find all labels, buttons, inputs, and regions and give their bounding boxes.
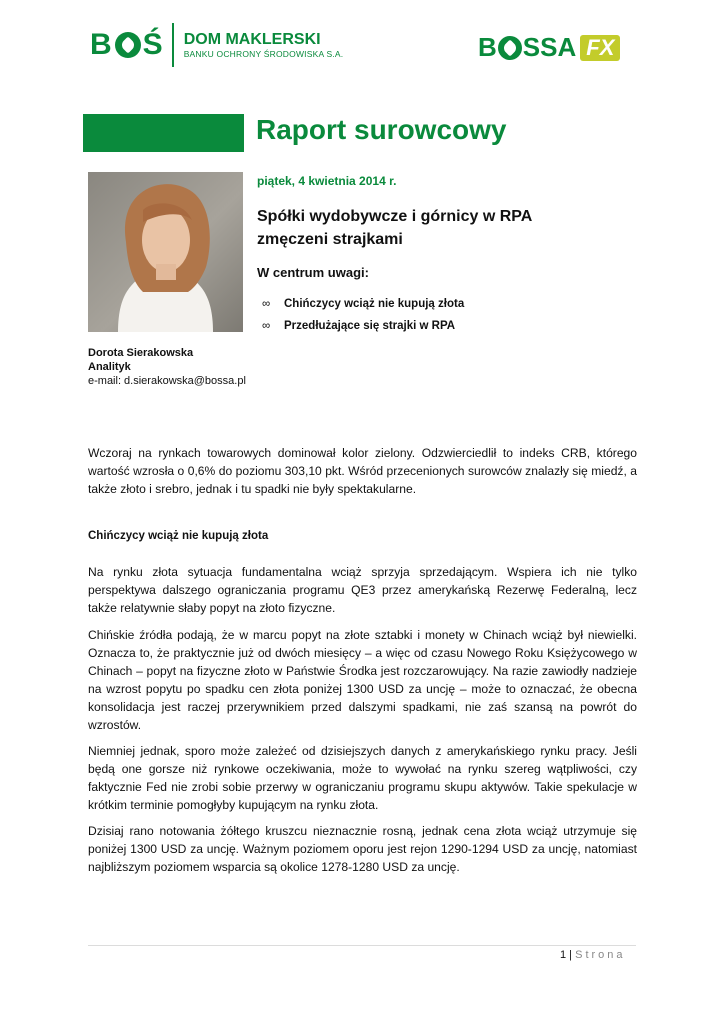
- paragraph-intro: Wczoraj na rynkach towarowych dominował kolor zielony. Odzwierciedlił to indeks CRB, którego wartość wzrosła o 0,6% do poziomu 303,10 pkt. Wśród przecenionych surowców znalazły się miedź, a także złoto i srebro, jednak i tu spadki nie były spektakularne.: [88, 446, 637, 496]
- list-item: [262, 293, 464, 315]
- analyst-photo: [88, 172, 243, 332]
- leaf-icon: [115, 32, 141, 58]
- report-title: Raport surowcowy: [256, 114, 507, 145]
- page-label: Strona: [575, 949, 626, 961]
- focus-title: W centrum uwagi:: [257, 265, 369, 280]
- logo-divider: [172, 23, 174, 67]
- page-footer: [560, 949, 626, 961]
- leaf-icon: [498, 36, 522, 60]
- infinity-icon: ∞: [262, 320, 271, 332]
- bos-mark: B Ś: [90, 28, 164, 61]
- paragraph: Na rynku złota sytuacja fundamentalna wciąż sprzyja sprzedającym. Wspiera ich nie tylko perspektywa dalszego ograniczania programu QE3 przez amerykańską Rezerwę Federalną, lecz także relatywnie słaby popyt na złoto fizyczne.: [88, 565, 637, 615]
- author-name: Dorota Sierakowska: [88, 347, 194, 359]
- bos-text-line2: BANKU OCHRONY ŚRODOWISKA S.A.: [183, 49, 344, 59]
- bos-text-line1: DOM MAKLERSKI: [183, 31, 321, 48]
- focus-list: [262, 293, 464, 337]
- infinity-icon: ∞: [262, 298, 271, 310]
- paragraph: Dzisiaj rano notowania żółtego kruszcu nieznacznie rosną, jednak cena złota wciąż utrzymuje się poniżej 1300 USD za uncję. Ważnym poziomem oporu jest rejon 1290-1294 USD za uncję, natomiast najbliższym poziomem wsparcia są okolice 1278-1280 USD za uncję.: [88, 824, 637, 874]
- bullet-text: Chińczycy wciąż nie kupują złota: [284, 298, 465, 310]
- footer-separator: |: [566, 949, 576, 961]
- bullet-text: Przedłużające się strajki w RPA: [284, 320, 456, 332]
- bossa-fx-logo: [478, 32, 620, 63]
- author-block: [88, 346, 246, 388]
- paragraph: Niemniej jednak, sporo może zależeć od dzisiejszych danych z amerykańskiego rynku pracy. Jeśli będą one gorsze niż rynkowe oczekiwania, może to wywołać na rynku szereg wątpliwości, czy faktycznie Fed nie zrobi sobie przerwy w ograniczaniu programu skupu aktywów. Takie spekulacje w krótkim terminie pomogłyby kupującym na rynku złota.: [88, 744, 637, 812]
- list-item: [262, 315, 464, 337]
- bos-text: [184, 31, 344, 59]
- title-band: [83, 114, 244, 152]
- report-date: piątek, 4 kwietnia 2014 r.: [257, 174, 397, 188]
- footer-divider: [88, 945, 636, 946]
- section-title: Chińczycy wciąż nie kupują złota: [88, 530, 269, 542]
- author-email[interactable]: e-mail: d.sierakowska@bossa.pl: [88, 375, 246, 387]
- fx-badge: FX: [580, 35, 620, 61]
- paragraph: Chińskie źródła podają, że w marcu popyt na złote sztabki i monety w Chinach wciąż był niewielki. Oznacza to, że praktycznie już od dwóch miesięcy – a więc od czasu Nowego Roku Księżycowego w Chinach – popyt na fizyczne złoto w Państwie Środka jest rozczarowujący. Na razie zawiodły nadzieje na wzrost popytu po spadku cen złota poniżej 1300 USD za uncję – może to oznaczać, że obecna konsolidacja jest raczej przerywnikiem przed dalszymi spadkami, nie zaś szansą na powrót do wzrostów.: [88, 628, 637, 732]
- author-role: Analityk: [88, 361, 131, 373]
- bos-logo: [90, 22, 343, 68]
- headline: Spółki wydobywcze i górnicy w RPA zmęczeni strajkami: [257, 208, 532, 248]
- page-number: 1: [560, 949, 567, 961]
- bossa-mark: B SSA: [478, 32, 577, 62]
